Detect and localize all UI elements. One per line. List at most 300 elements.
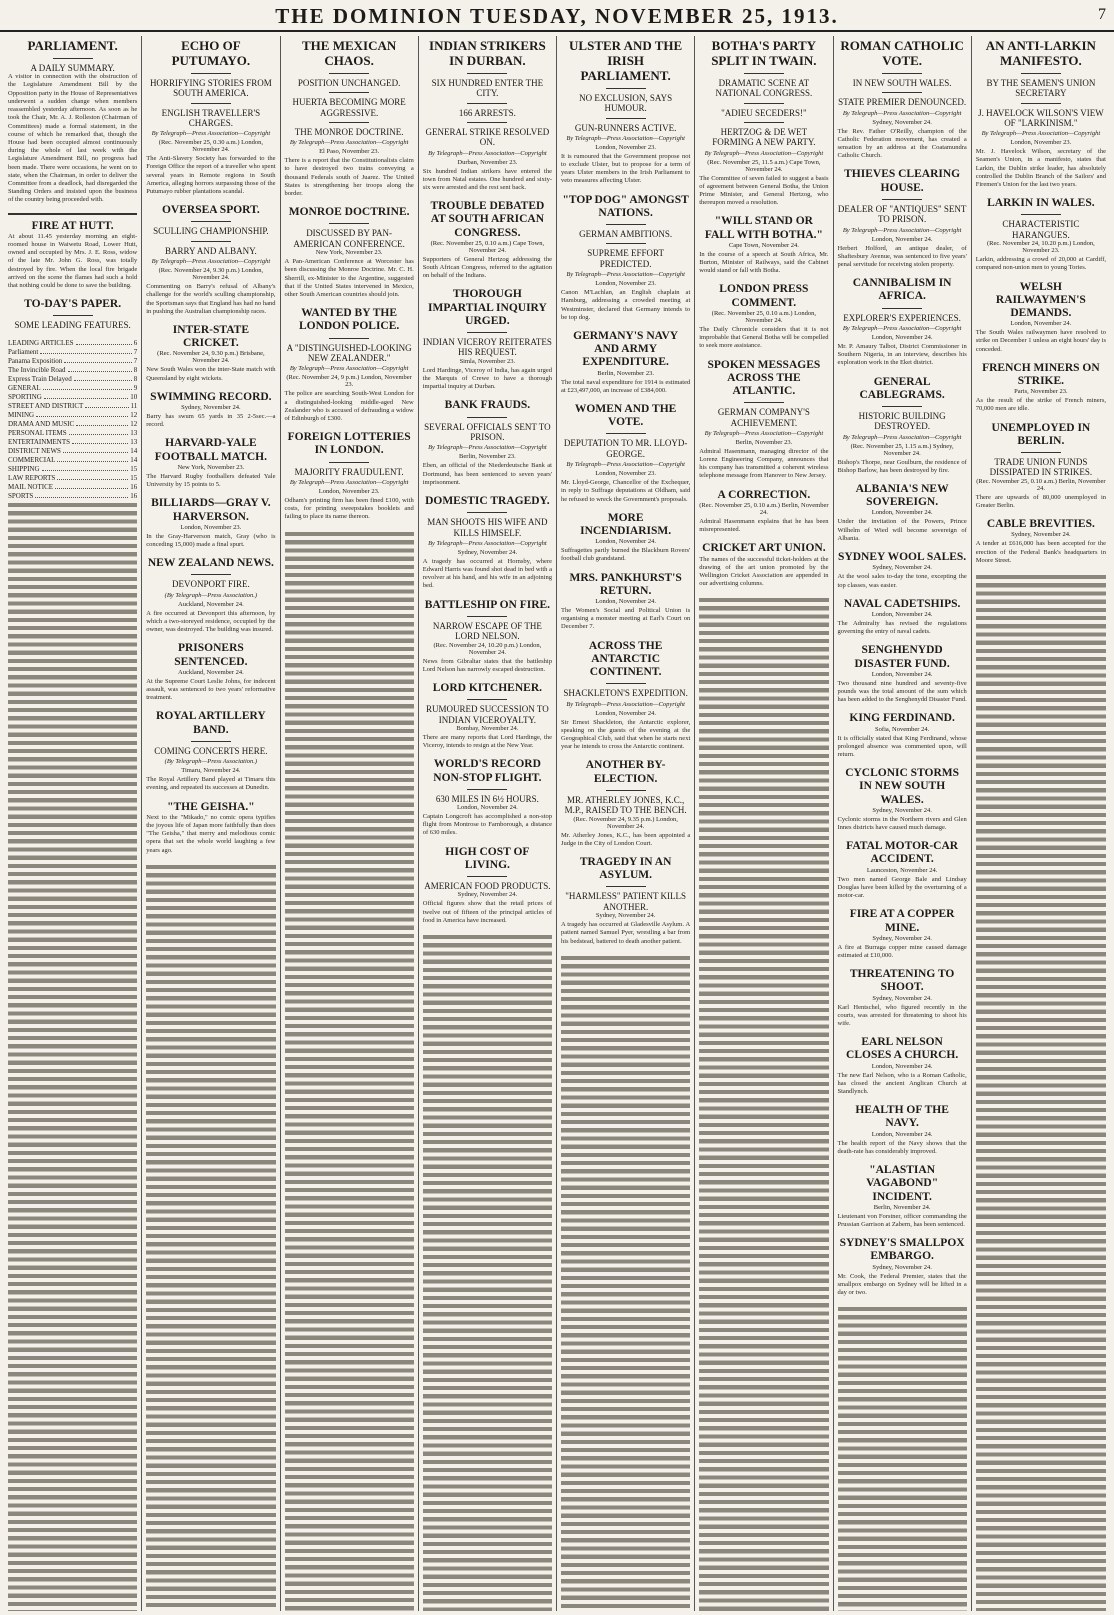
article-headline: THREATENING TO SHOOT. <box>849 968 955 994</box>
contents-page: 15 <box>130 473 138 482</box>
article-headline: CANNIBALISM IN AFRICA. <box>852 277 952 303</box>
article-subheading: DEVONPORT FIRE. <box>171 579 250 590</box>
contents-leader <box>35 492 128 498</box>
article-body: There is a report that the Constitutionalists claim to have destroyed two trains conveying a thousand Federals south of Juarez. The United States is strengthening her troops along the border. <box>284 157 414 198</box>
column-4 <box>419 36 557 1611</box>
article-subheading: CHARACTERISTIC HARANGUES. <box>1002 219 1080 240</box>
rule-divider <box>467 103 507 104</box>
article-headline: SWIMMING RECORD. <box>150 390 272 403</box>
rule-divider <box>329 73 369 74</box>
article <box>838 551 967 590</box>
article-headline: ROYAL ARTILLERY BAND. <box>156 710 266 736</box>
article-dateline: London, November 24. <box>595 538 656 546</box>
article-dateline: Sydney, November 24. <box>872 994 932 1002</box>
article-subheading: MAN SHOOTS HIS WIFE AND KILLS HIMSELF. <box>427 517 548 538</box>
article-subheading: DRAMATIC SCENE AT NATIONAL CONGRESS. <box>715 77 813 99</box>
article <box>285 39 414 198</box>
article-subheading: "HARMLESS" PATIENT KILLS ANOTHER. <box>565 891 687 912</box>
contents-label: Parliament <box>8 347 39 356</box>
article <box>699 359 828 481</box>
article-subheading: SOME LEADING FEATURES. <box>14 320 131 331</box>
article-headline: NEW ZEALAND NEWS. <box>147 557 274 570</box>
article-subheading: ENGLISH TRAVELLER'S CHARGES. <box>161 107 261 128</box>
article-body: Captain Longcroft has accomplished a non-stop flight from Montrose to Farnborough, a distance of 630 miles. <box>422 813 552 837</box>
article-headline: GERMANY'S NAVY AND ARMY EXPENDITURE. <box>573 329 679 369</box>
article-dateline: Sydney, November 24. <box>872 934 932 942</box>
article-dateline: London, November 24. <box>871 235 933 243</box>
rule-divider <box>1021 452 1061 453</box>
contents-label: LAW REPORTS <box>8 473 56 482</box>
article-dateline: London, November 24. <box>871 509 933 517</box>
rule-divider <box>606 886 646 887</box>
article-dateline: Sydney, November 24. <box>457 891 518 899</box>
article-body: The total naval expenditure for 1914 is estimated at £23,497,000, an increase of £384,000. <box>561 378 691 394</box>
article-headline: FIRE AT A COPPER MINE. <box>849 908 955 934</box>
article-body: Six hundred Indian strikers have entered the town from Natal estates. One hundred and sixty-six were arrested and the rest sent back. <box>422 167 552 191</box>
article-headline: ACROSS THE ANTARCTIC CONTINENT. <box>588 639 663 679</box>
article-body: Mr. P. Amaury Talbot, District Commissioner in Southern Nigeria, in an interview, describes his exploration work in the Eket district. <box>837 342 967 367</box>
article <box>423 846 552 925</box>
article-subheading: TRADE UNION FUNDS DISSIPATED IN STRIKES. <box>989 457 1093 478</box>
article-dateline: Auckland, November 24. <box>178 600 244 608</box>
contents-row <box>8 420 137 429</box>
contents-label: STREET AND DISTRICT <box>8 401 84 410</box>
article-headline: "WILL STAND OR FALL WITH BOTHA." <box>704 215 823 241</box>
text-filler <box>146 863 275 1611</box>
article-dateline: London, November 23. <box>180 523 242 531</box>
article <box>8 298 137 331</box>
contents-page: 10 <box>130 392 138 401</box>
article-byline: By Telegraph—Press Association—Copyright <box>704 429 824 437</box>
article-body: Mr. J. Havelock Wilson, secretary of the Seamen's Union, in a manifesto, states that Larkin, the Dublin strike leader, has absolutely controlled the Dublin Branch of the Sailors' and Firemen's Union for the last two years. <box>975 148 1106 189</box>
contents-page: 8 <box>133 374 138 383</box>
contents-leader <box>43 384 132 390</box>
article-byline: By Telegraph—Press Association—Copyright <box>289 478 409 486</box>
contents-leader <box>36 411 128 417</box>
article <box>976 518 1106 565</box>
article-dateline: Sydney, November 24. <box>872 1263 932 1271</box>
article-headline: MORE INCENDIARISM. <box>580 511 672 537</box>
article-dateline: London, November 24. <box>871 333 933 341</box>
article <box>838 712 967 759</box>
article-body: Mr. Lloyd-George, Chancellor of the Exchequer, in reply to Suffrage deputations at Oldham, said he refused to wreck the Government's proposals. <box>561 479 691 503</box>
article-headline: HEALTH OF THE NAVY. <box>855 1104 949 1130</box>
article-body: The police are searching South-West London for a distinguished-looking middle-aged New Zealander who is accused of defrauding a widow of Edinburgh of £300. <box>284 390 414 422</box>
article-body: The Women's Social and Political Union is organising a monster meeting at Earl's Court on December 7. <box>561 607 691 631</box>
contents-page: 15 <box>130 464 138 473</box>
page-number: 7 <box>1098 6 1106 23</box>
article-headline: SENGHENYDD DISASTER FUND. <box>854 644 950 670</box>
rule-divider <box>191 103 231 104</box>
column-2 <box>142 36 280 1611</box>
article-headline: SYDNEY'S SMALLPOX EMBARGO. <box>839 1237 965 1263</box>
contents-row <box>8 465 137 474</box>
article-subheading: BARRY AND ALBANY. <box>164 245 257 256</box>
article-body: At the Supreme Court Leslie Johns, for indecent assault, was sentenced to two years' reformative treatment. <box>146 677 276 702</box>
article <box>146 324 275 383</box>
rule-divider <box>606 433 646 434</box>
article-dateline: Timaru, November 24. <box>181 767 241 775</box>
article <box>699 489 828 535</box>
article-body: Supporters of General Hertzog addressing the South African Congress, referred to the agitation on behalf of the Indians. <box>422 255 552 280</box>
contents-leader <box>57 456 128 462</box>
article-dateline: Bombay, November 24. <box>456 724 519 732</box>
article <box>423 599 552 674</box>
article <box>838 1164 967 1229</box>
contents-row <box>8 384 137 393</box>
contents-label: Express Train Delayed <box>8 374 72 383</box>
rule-divider <box>882 73 922 74</box>
article-headline: WANTED BY THE LONDON POLICE. <box>298 307 400 333</box>
article <box>146 437 275 489</box>
article-headline: KING FERDINAND. <box>849 712 955 725</box>
masthead <box>0 0 1114 32</box>
article-headline: CYCLONIC STORMS IN NEW SOUTH WALES. <box>845 767 960 806</box>
article-headline: FIRE AT HUTT. <box>31 219 114 232</box>
contents-row <box>8 438 137 447</box>
article <box>146 39 275 196</box>
article <box>838 277 967 367</box>
article-body: The Harvard Rugby footballers defeated Yale University by 15 points to 5. <box>146 472 276 489</box>
column-8 <box>972 36 1110 1611</box>
article-dateline: London, November 23. <box>595 280 656 288</box>
article <box>561 572 690 632</box>
article-body: It is officially stated that King Ferdinand, whose prolonged absence was commented upon, will return. <box>837 734 967 758</box>
article-headline: INTER-STATE CRICKET. <box>172 323 249 350</box>
contents-leader <box>40 348 131 354</box>
rule-divider <box>191 73 231 74</box>
article-byline: By Telegraph—Press Association—Copyright <box>151 130 271 138</box>
article-body: The health report of the Navy shows that the death-rate has considerably improved. <box>837 1139 967 1155</box>
article-dateline: (Rec. November 24, 9 p.m.) London, November 23. <box>286 374 412 389</box>
contents-page: 11 <box>130 401 138 410</box>
rule-divider <box>467 876 507 877</box>
contents-leader <box>64 357 132 363</box>
article-headline: WOMEN AND THE VOTE. <box>574 403 677 429</box>
contents-page: 13 <box>130 428 138 437</box>
contents-label: GENERAL <box>8 383 41 392</box>
article-subheading: COMING CONCERTS HERE. <box>154 745 268 756</box>
article-headline: OVERSEA SPORT. <box>161 204 260 217</box>
article-body: Bishop's Thorpe, near Goulburn, the residence of Bishop Barlow, has been destroyed by fire. <box>837 458 967 474</box>
article-dateline: Berlin, November 23. <box>735 438 793 446</box>
article-subheading: SEVERAL OFFICIALS SENT TO PRISON. <box>424 421 551 442</box>
contents-row <box>8 357 137 366</box>
article <box>838 1104 967 1156</box>
rule-divider <box>53 315 93 316</box>
article <box>561 856 690 946</box>
article-dateline: London, November 24. <box>871 610 933 618</box>
article-dateline: Simla, November 23. <box>459 357 516 365</box>
masthead-title: THE DOMINION TUESDAY, NOVEMBER 25, 1913. <box>275 4 839 28</box>
article-body: The new Earl Nelson, who is a Roman Catholic, has closed the ancient Anglican Church at Standlynch. <box>837 1071 967 1096</box>
article-body: Lieutenant von Forstner, officer commanding the Prussian Garrison at Zabern, has been sentenced. <box>837 1212 967 1228</box>
rule-divider <box>467 616 507 617</box>
contents-label: SPORTS <box>8 491 34 500</box>
contents-label: MINING <box>8 410 35 419</box>
article-headline: LARKIN IN WALES. <box>987 197 1095 210</box>
rule-divider <box>606 88 646 89</box>
article <box>976 39 1106 189</box>
article-body: At about 11.45 yesterday morning an eight-roomed house in Waiwetu Road, Lower Hutt, owned and occupied by Mrs. J. E. Ross, widow of the late Mr. John G. Ross, was totally destroyed by fire. When the local fire brigade arrived on the scene the flames had such a hold that nothing could be done to save the building. <box>8 232 138 289</box>
article-dateline: London, November 24. <box>457 804 518 812</box>
article <box>561 759 690 848</box>
article-body: A visitor in connection with the obstruction of the Legislature Amendment Bill by the Opposition party in the House of Representatives underwent a sudden change when members reassembled yesterday afternoon. As soon as he took the Chair, Mr. A. J. Rolleston (Chairman of Committees) made a formal statement, in the course of which he remarked that, though the House had been occupied almost continuously during the whole of last week with the Legislature Amendment Bill, no progress had been made. There were occasions, he went on to state, when the Chairman, in order to deliver the Committee from a deadlock, had disregarded the Standing Orders and insisted upon the business of the country being proceeded with. <box>8 73 138 204</box>
article <box>699 542 828 588</box>
text-filler <box>285 530 414 1611</box>
contents-row <box>8 402 137 411</box>
article-body: Next to the "Mikado," no comic opera typifies the joyous life of Japan more faithfully than does "The Geisha," that merry and melodious comic opera that set the whole world laughing a few years ago. <box>146 813 276 854</box>
article-headline: MONROE DOCTRINE. <box>288 206 410 219</box>
column-6 <box>695 36 833 1611</box>
article-body: The Admiralty has revised the regulations governing the entry of naval cadets. <box>837 619 967 636</box>
article-headline: TRAGEDY IN AN ASYLUM. <box>579 855 672 882</box>
article-body: Sir Ernest Shackleton, the Antarctic explorer, speaking on the guests of the evening at the Geographical Club, said that when he starts next year he intends to cross the Antarctic continent. <box>561 718 691 751</box>
article-dateline: (Rec. November 24, 10.20 p.m.) London, November 23. <box>986 240 1095 255</box>
text-filler <box>976 573 1106 1611</box>
article-dateline: New York, November 23. <box>315 249 383 257</box>
article <box>285 431 414 521</box>
article-dateline: Launceston, November 24. <box>866 866 938 874</box>
article-byline: (By Telegraph—Press Association.) <box>164 591 258 599</box>
article <box>976 197 1106 272</box>
article <box>976 362 1106 414</box>
article-body: There are many reports that Lord Hardinge, the Viceroy, intends to resign at the New Year. <box>422 733 552 750</box>
article <box>838 840 967 900</box>
contents-list <box>8 339 137 501</box>
article-headline: INDIAN STRIKERS IN DURBAN. <box>429 38 546 68</box>
article-subheading: GERMAN AMBITIONS. <box>579 229 673 240</box>
article-body: In the Gray-Harverson match, Gray (who is conceding 15,000) made a final spurt. <box>146 532 276 548</box>
contents-row <box>8 447 137 456</box>
article <box>561 330 690 395</box>
article-headline: "TOP DOG" AMONGST NATIONS. <box>562 193 689 219</box>
contents-row <box>8 348 137 357</box>
article-headline: "ALASTIAN VAGABOND" INCIDENT. <box>866 1164 939 1203</box>
contents-page: 16 <box>130 491 138 500</box>
contents-page: 14 <box>130 446 138 455</box>
article-byline: By Telegraph—Press Association—Copyright <box>289 365 409 373</box>
article-body: The names of the successful ticket-holders at the drawing of the art union promoted by the Wellington Cricket Association are appended in our advertising columns. <box>699 555 829 588</box>
article-subheading: THE MONROE DOCTRINE. <box>294 126 404 137</box>
article-headline: MRS. PANKHURST'S RETURN. <box>569 571 682 597</box>
contents-label: PERSONAL ITEMS <box>8 428 67 437</box>
article-headline: HARVARD-YALE FOOTBALL MATCH. <box>154 437 267 463</box>
text-filler <box>8 501 137 1611</box>
rule-divider <box>329 462 369 463</box>
article-dateline: London, November 24. <box>595 709 656 717</box>
article-dateline: (Rec. November 24, 10.20 p.m.) London, November 24. <box>433 641 542 656</box>
article-dateline: London, November 24. <box>1010 320 1072 328</box>
article-headline: AN ANTI-LARKIN MANIFESTO. <box>985 38 1096 68</box>
article <box>423 39 552 192</box>
article-dateline: (Rec. November 25, 0.30 a.m.) London, November 24. <box>158 139 263 154</box>
article <box>838 767 967 832</box>
rule-divider <box>467 699 507 700</box>
article-body: At the wool sales to-day the tone, excepting the top classes, was easier. <box>837 573 967 589</box>
article-subheading: GENERAL STRIKE RESOLVED ON. <box>425 126 550 148</box>
contents-leader <box>57 474 128 480</box>
article-byline: By Telegraph—Press Association—Copyright <box>566 700 685 708</box>
contents-leader <box>72 438 128 444</box>
article-subheading: A "DISTINGUISHED-LOOKING NEW ZEALANDER." <box>286 342 412 363</box>
article-dateline: New York, November 23. <box>177 463 245 471</box>
article-dateline: Sofia, November 24. <box>875 725 930 733</box>
article-dateline: (Rec. November 25, 0.10 a.m.) London, November 24. <box>711 309 816 324</box>
article-body: There are upwards of 80,000 unemployed in Greater Berlin. <box>975 493 1106 510</box>
article-byline: By Telegraph—Press Association—Copyright <box>842 226 962 234</box>
article-headline: ROMAN CATHOLIC VOTE. <box>840 38 964 68</box>
rule-divider <box>606 118 646 119</box>
article-body: Barry has swum 65 yards in 35 2-5sec.—a record. <box>146 413 276 429</box>
article-byline: By Telegraph—Press Association—Copyright <box>566 134 685 142</box>
article-dateline: (Rec. November 24, 9.30 p.m.) London, November 24. <box>158 267 264 282</box>
article <box>423 682 552 750</box>
article-subheading: GERMAN COMPANY'S ACHIEVEMENT. <box>717 407 810 428</box>
contents-row <box>8 375 137 384</box>
article-byline: By Telegraph—Press Association—Copyright <box>842 433 962 441</box>
article <box>285 307 414 423</box>
column-7 <box>834 36 972 1611</box>
article-headline: PRISONERS SENTENCED. <box>174 642 248 668</box>
article-subheading: STATE PREMIER DENOUNCED. <box>838 97 967 108</box>
article-body: Admiral Hasenmann explains that he has been misrepresented. <box>699 517 829 534</box>
rule-divider <box>606 683 646 684</box>
article-subheading: 630 MILES IN 6½ HOURS. <box>435 793 539 804</box>
rule-divider <box>329 122 369 123</box>
article-dateline: Sydney, November 24. <box>1011 531 1071 539</box>
article-headline: LORD KITCHENER. <box>432 681 543 694</box>
article-byline: By Telegraph—Press Association—Copyright <box>428 539 547 547</box>
article-dateline: Durban, November 23. <box>457 158 518 166</box>
article <box>146 391 275 430</box>
article-body: In the course of a speech at South Africa, Mr. Burton, Minister of Railways, said the Cabinet would stand or fall with Botha. <box>699 250 829 275</box>
article-body: Under the invitation of the Powers, Prince Wilhelm of Wied will become sovereign of Albania. <box>837 518 967 542</box>
article-subheading: MAJORITY FRAUDULENT. <box>294 466 404 477</box>
article-subheading: 166 ARRESTS. <box>458 107 516 118</box>
article-subheading: DEALER OF "ANTIQUES" SENT TO PRISON. <box>837 203 967 225</box>
article-subheading: HORRIFYING STORIES FROM SOUTH AMERICA. <box>149 77 272 99</box>
rule-divider <box>606 790 646 791</box>
article-headline: ANOTHER BY-ELECTION. <box>585 759 666 785</box>
contents-label: LEADING ARTICLES <box>8 338 74 347</box>
article-subheading: HERTZOG & DE WET FORMING A NEW PARTY. <box>712 126 816 148</box>
article-headline: FATAL MOTOR-CAR ACCIDENT. <box>846 840 959 866</box>
article-body: The Anti-Slavery Society has forwarded to the Foreign Office the report of a traveller who spent several years in Remote regions in South America, alleging horrors surpassing those of the Putumayo rubber plantations scandal. <box>146 155 276 196</box>
article-headline: THIEVES CLEARING HOUSE. <box>844 168 961 194</box>
article-body: Cyclonic storms in the Northern rivers and Glen Innes districts have caused much damage. <box>837 815 967 832</box>
article-byline: (By Telegraph—Press Association.) <box>164 758 258 766</box>
article-headline: NAVAL CADETSHIPS. <box>843 597 961 610</box>
article-headline: BATTLESHIP ON FIRE. <box>424 598 551 611</box>
article-headline: FRENCH MINERS ON STRIKE. <box>982 361 1100 388</box>
article-subheading: SIX HUNDRED ENTER THE CITY. <box>431 77 544 99</box>
article <box>423 495 552 591</box>
article-subheading: SCULLING CHAMPIONSHIP. <box>153 226 269 237</box>
article-dateline: Sydney, November 24. <box>872 564 932 572</box>
contents-leader <box>44 393 128 399</box>
article-dateline: El Paso, November 23. <box>319 148 380 156</box>
rule-divider <box>882 406 922 407</box>
contents-page: 12 <box>130 410 138 419</box>
article-headline: ALBANIA'S NEW SOVEREIGN. <box>855 483 949 509</box>
article <box>146 497 275 549</box>
article-dateline: London, November 23. <box>595 470 656 478</box>
article <box>561 640 690 752</box>
article <box>423 288 552 391</box>
article-byline: By Telegraph—Press Association—Copyright <box>704 149 824 157</box>
article <box>8 39 137 205</box>
article-dateline: Sydney, November 24. <box>595 912 656 920</box>
article-headline: THOROUGH IMPARTIAL INQUIRY URGED. <box>427 288 547 327</box>
contents-label: ENTERTAINMENTS <box>8 437 71 446</box>
article-body: It is rumoured that the Government propose not to exclude Ulster, but to propose for a term of years Ulster members in the Irish Parliament to veto measures affecting Ulster. <box>561 152 691 185</box>
article-body: A tragedy has occurred at Hornsby, where Edward Harris was found shot dead in bed with a revolver at his hand, and his wife in an adjoining bed. <box>422 557 552 590</box>
rule-divider <box>1021 73 1061 74</box>
article-dateline: (Rec. November 24, 9.30 p.m.) Brisbane, November 24. <box>157 350 265 365</box>
article-headline: SYDNEY WOOL SALES. <box>838 551 967 564</box>
article <box>838 1036 967 1096</box>
rule-divider <box>882 199 922 200</box>
rule-divider <box>467 73 507 74</box>
rule-divider <box>191 741 231 742</box>
article-subheading: SUPREME EFFORT PREDICTED. <box>587 248 664 269</box>
text-filler <box>561 954 690 1611</box>
article <box>838 376 967 476</box>
contents-label: SHIPPING <box>8 464 40 473</box>
article-byline: By Telegraph—Press Association—Copyright <box>428 149 547 157</box>
article-headline: THE MEXICAN CHAOS. <box>301 38 397 68</box>
article <box>838 908 967 960</box>
article <box>146 710 275 792</box>
contents-row <box>8 456 137 465</box>
contents-row <box>8 492 137 501</box>
article-byline: By Telegraph—Press Association—Copyright <box>428 444 547 452</box>
article-dateline: Berlin, November 24. <box>873 1203 931 1211</box>
article <box>146 801 275 855</box>
article-body: Mr. Atherley Jones, K.C., has been appointed a Judge in the City of London Court. <box>561 831 691 847</box>
text-filler <box>838 1305 967 1611</box>
article-dateline: (Rec. November 25, 11.5 a.m.) Cape Town, November 24. <box>707 158 821 173</box>
article-body: A fire at Burraga copper mine caused damage estimated at £10,000. <box>837 943 967 959</box>
article-body: Official figures show that the retail prices of twelve out of fifteen of the principal articles of food in America have increased. <box>422 900 552 924</box>
article-headline: CRICKET ART UNION. <box>702 542 826 555</box>
article <box>146 642 275 702</box>
rule-divider <box>467 417 507 418</box>
article-byline: By Telegraph—Press Association—Copyright <box>151 258 271 266</box>
contents-page: 16 <box>130 482 138 491</box>
article <box>561 512 690 564</box>
article-body: A tragedy has occurred at Gladesville Asylum. A patient named Samuel Pyer, wrestling a bar from his bedstead, battered to death another patient. <box>561 921 691 945</box>
article-subheading: A DAILY SUMMARY. <box>30 62 115 73</box>
contents-page: 13 <box>130 437 138 446</box>
article-headline: PARLIAMENT. <box>27 38 118 53</box>
rule-divider <box>329 92 369 93</box>
rule-divider <box>467 122 507 123</box>
article <box>561 194 690 322</box>
article <box>146 557 275 634</box>
article-subheading: GUN-RUNNERS ACTIVE. <box>574 122 677 133</box>
contents-leader <box>63 447 128 453</box>
article-dateline: London, November 23. <box>1010 139 1072 147</box>
article <box>699 39 828 207</box>
rule-divider <box>467 512 507 513</box>
article <box>561 403 690 504</box>
article-subheading: RUMOURED SUCCESSION TO INDIAN VICEROYALTY. <box>426 704 549 725</box>
article-headline: ULSTER AND THE IRISH PARLIAMENT. <box>569 38 683 83</box>
article-headline: FOREIGN LOTTERIES IN LONDON. <box>287 431 411 457</box>
article-headline: GENERAL CABLEGRAMS. <box>859 375 945 401</box>
